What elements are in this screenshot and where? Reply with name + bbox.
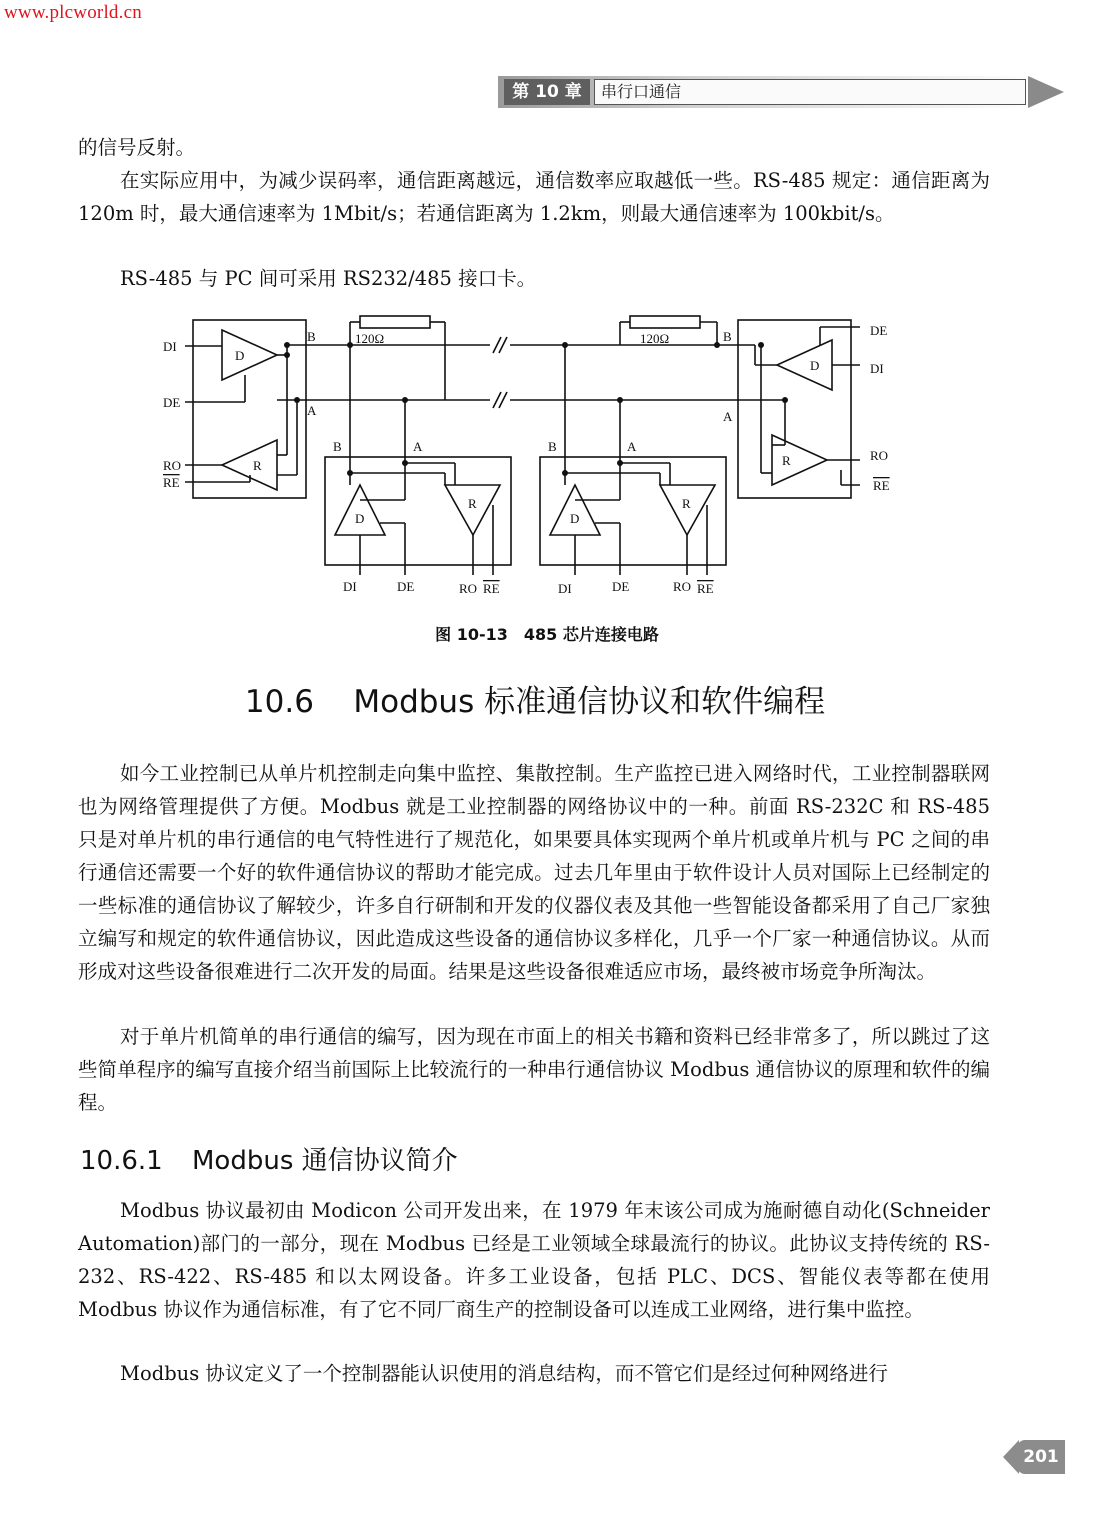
label-di: DI <box>558 581 572 596</box>
section-title: Modbus 标准通信协议和软件编程 <box>353 684 826 720</box>
label-ro: RO <box>673 579 692 594</box>
circuit-diagram <box>155 305 915 610</box>
bottom-left-driver-triangle <box>335 485 385 535</box>
label-d: D <box>570 511 580 526</box>
label-b: B <box>548 439 557 454</box>
label-di: DI <box>870 361 884 376</box>
label-de: DE <box>163 395 181 410</box>
label-b: B <box>307 329 316 344</box>
label-di: DI <box>163 339 177 354</box>
label-d: D <box>355 511 365 526</box>
bottom-right-driver-triangle <box>550 485 600 535</box>
header-arrow-icon <box>1028 76 1064 108</box>
label-de: DE <box>870 323 888 338</box>
label-resistor: 120Ω <box>640 331 670 346</box>
subsection-number: 10.6.1 <box>80 1146 163 1176</box>
paragraph: Modbus 协议定义了一个控制器能认识使用的消息结构，而不管它们是经过何种网络进行 <box>120 1362 888 1385</box>
watermark: www.plcworld.cn <box>4 2 142 23</box>
chapter-label: 第 10 章 <box>504 79 590 105</box>
paragraph: 对于单片机简单的串行通信的编写，因为现在市面上的相关书籍和资料已经非常多了，所以跳过了这些简单程序的编写直接介绍当前国际上比较流行的一种串行通信协议 Modbus 通信协议的原理和软件的编程。 <box>78 1025 990 1114</box>
label-re: RE <box>873 478 890 493</box>
page-number: 201 <box>1017 1440 1065 1474</box>
label-a: A <box>413 439 423 454</box>
label-d: D <box>810 358 820 373</box>
section-number: 10.6 <box>244 684 314 720</box>
left-driver-triangle <box>222 330 277 380</box>
label-resistor: 120Ω <box>355 331 385 346</box>
label-r: R <box>782 453 791 468</box>
label-a: A <box>723 409 733 424</box>
label-de: DE <box>612 579 630 594</box>
right-receiver-triangle <box>772 435 827 485</box>
label-ro: RO <box>163 458 182 473</box>
subsection-heading <box>80 1140 458 1177</box>
figure-caption: 图 10-13 485 芯片连接电路 <box>435 625 659 644</box>
section-heading <box>0 676 1070 721</box>
paragraph: 如今工业控制已从单片机控制走向集中监控、集散控制。生产监控已进入网络时代，工业控制器联网也为网络管理提供了方便。Modbus 就是工业控制器的网络协议中的一种。前面 RS-232C 和 RS-485 只是对单片机的串行通信的电气特性进行了规范化，如果要具体实现两个单片机或单片机与 PC 之间的串行通信还需要一个好的软件通信协议的帮助才能完成。过去几年里由于软件设计人员对国际上已经制定的一些标准的通信协议了解较少，许多自行研制和开发的仪器仪表及其他一些智能设备都采用了自己厂家独立编写和规定的软件通信协议，因此造成这些设备的通信协议多样化，几乎一个厂家一种通信协议。从而形成对这些设备很难进行二次开发的局面。结果是这些设备很难适应市场，最终被市场竞争所淘汰。 <box>78 762 990 983</box>
right-driver-triangle <box>777 340 832 390</box>
label-a: A <box>627 439 637 454</box>
chapter-header <box>498 66 1078 114</box>
label-re: RE <box>163 475 180 490</box>
paragraph: 的信号反射。 <box>78 136 196 159</box>
label-d: D <box>235 348 245 363</box>
label-ro: RO <box>870 448 889 463</box>
paragraph: 在实际应用中，为减少误码率，通信距离越远，通信数率应取越低一些。RS-485 规定：通信距离为 120m 时，最大通信速率为 1Mbit/s；若通信距离为 1.2km，则最大通信速率为 100kbit/s。 <box>78 169 990 225</box>
paragraph: Modbus 协议最初由 Modicon 公司开发出来，在 1979 年末该公司成为施耐德自动化(Schneider Automation)部门的一部分，现在 Modbus 已经是工业领域全球最流行的协议。此协议支持传统的 RS-232、RS-422、RS-485 和以太网设备。许多工业设备，包括 PLC、DCS、智能仪表等都在使用 Modbus 协议作为通信标准，有了它不同厂商生产的控制设备可以连成工业网络，进行集中监控。 <box>78 1199 990 1321</box>
paragraph: RS-485 与 PC 间可采用 RS232/485 接口卡。 <box>120 267 537 290</box>
label-b: B <box>723 329 732 344</box>
page-number-tab <box>1003 1440 1065 1474</box>
chapter-title: 串行口通信 <box>594 79 1026 105</box>
label-r: R <box>468 496 477 511</box>
label-b: B <box>333 439 342 454</box>
subsection-title: Modbus 通信协议简介 <box>192 1146 458 1176</box>
label-ro: RO <box>459 581 478 596</box>
label-re: RE <box>697 581 714 596</box>
label-r: R <box>253 458 262 473</box>
label-de: DE <box>397 579 415 594</box>
label-r: R <box>682 496 691 511</box>
label-a: A <box>307 403 317 418</box>
label-re: RE <box>483 581 500 596</box>
label-di: DI <box>343 579 357 594</box>
